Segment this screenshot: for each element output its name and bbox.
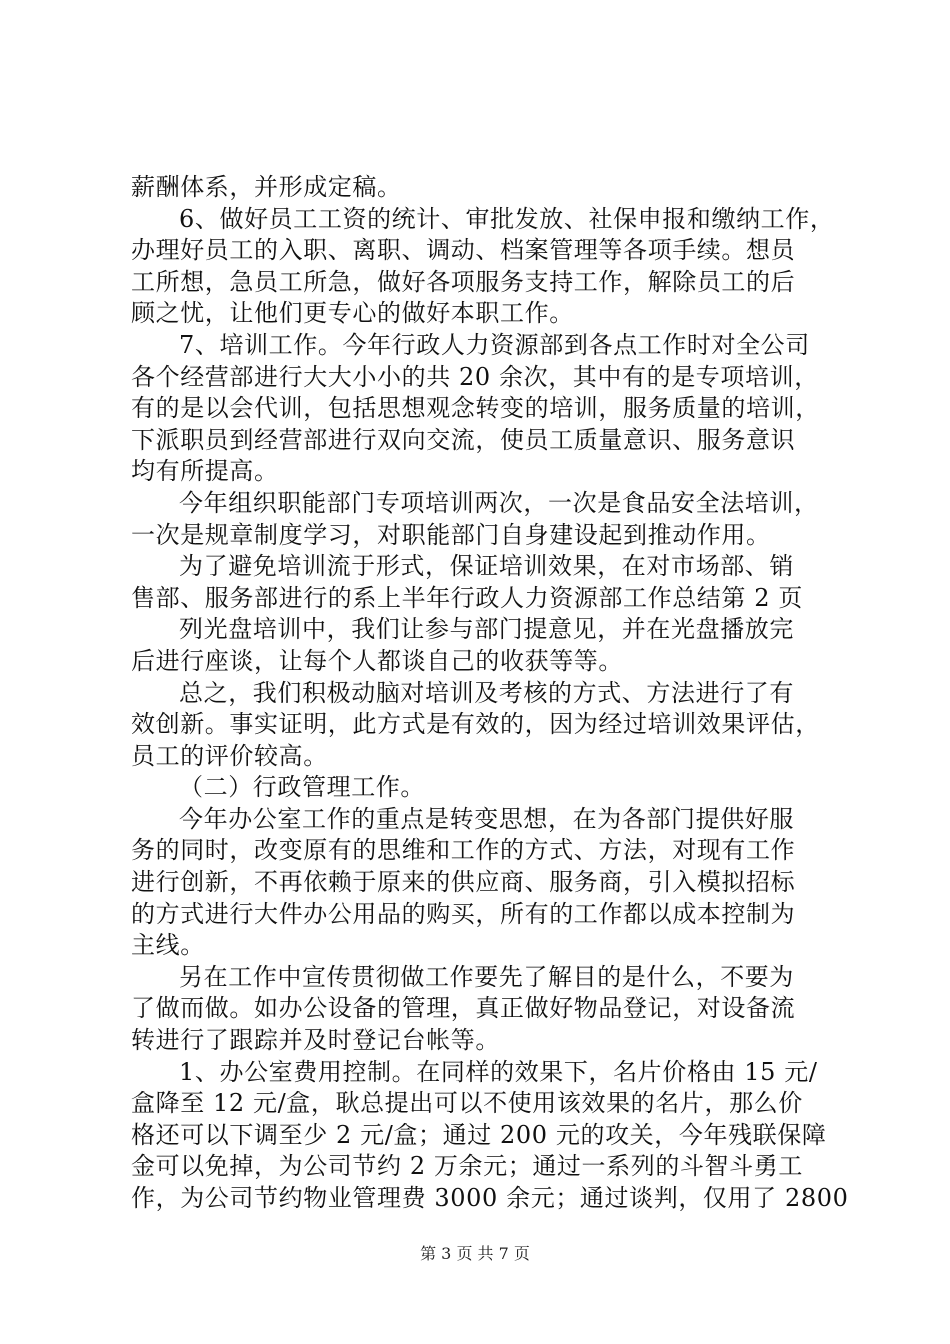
text-line: 办理好员工的入职、离职、调动、档案管理等各项手续。想员 [131, 236, 796, 265]
text-line: 另在工作中宣传贯彻做工作要先了解目的是什么，不要为 [179, 962, 794, 991]
section-heading: （二）行政管理工作。 [179, 773, 425, 802]
text-line: 顾之忧，让他们更专心的做好本职工作。 [131, 299, 574, 328]
text-line: 有的是以会代训，包括思想观念转变的培训，服务质量的培训， [131, 394, 820, 423]
text-line: 员工的评价较高。 [131, 741, 328, 770]
text-line: 作，为公司节约物业管理费 3000 余元；通过谈判，仅用了 2800 [131, 1184, 849, 1212]
text-line: 转进行了跟踪并及时登记台帐等。 [131, 1026, 500, 1055]
text-line: 6、做好员工工资的统计、审批发放、社保申报和缴纳工作， [179, 204, 835, 233]
text-line: 工所想，急员工所急，做好各项服务支持工作，解除员工的后 [131, 267, 796, 296]
text-line: 格还可以下调至少 2 元/盒；通过 200 元的攻关，今年残联保障 [131, 1120, 827, 1149]
body-text [131, 172, 849, 1215]
text-line: 的方式进行大件办公用品的购买，所有的工作都以成本控制为 [131, 899, 796, 928]
text-line: 一次是规章制度学习，对职能部门自身建设起到推动作用。 [131, 520, 771, 549]
text-line: 各个经营部进行大大小小的共 20 余次，其中有的是专项培训， [131, 362, 819, 391]
text-line: 后进行座谈，让每个人都谈自己的收获等等。 [131, 646, 623, 675]
text-line: 进行创新，不再依赖于原来的供应商、服务商，引入模拟招标 [131, 868, 796, 897]
text-line: 效创新。事实证明，此方式是有效的，因为经过培训效果评估， [131, 710, 820, 739]
text-line: 列光盘培训中，我们让参与部门提意见，并在光盘播放完 [179, 615, 794, 644]
text-line: 主线。 [131, 931, 205, 960]
text-line: 薪酬体系，并形成定稿。 [131, 173, 402, 201]
page-footer: 第 3 页 共 7 页 [420, 1244, 530, 1263]
text-line: 今年组织职能部门专项培训两次，一次是食品安全法培训， [179, 488, 819, 517]
text-line: 了做而做。如办公设备的管理，真正做好物品登记，对设备流 [131, 994, 796, 1023]
text-line: 均有所提高。 [131, 457, 279, 486]
text-line: 1、办公室费用控制。在同样的效果下，名片价格由 15 元/ [179, 1057, 818, 1086]
text-line: 总之，我们积极动脑对培训及考核的方式、方法进行了有 [179, 678, 794, 707]
text-line: 为了避免培训流于形式，保证培训效果，在对市场部、销 [179, 552, 794, 581]
text-line: 7、培训工作。今年行政人力资源部到各点工作时对全公司 [179, 330, 810, 359]
text-line: 售部、服务部进行的系上半年行政人力资源部工作总结第 2 页 [131, 583, 803, 612]
text-line: 今年办公室工作的重点是转变思想，在为各部门提供好服 [179, 804, 794, 833]
text-line: 盒降至 12 元/盒，耿总提出可以不使用该效果的名片，那么价 [131, 1089, 803, 1118]
text-line: 下派职员到经营部进行双向交流，使员工质量意识、服务意识 [131, 425, 796, 454]
text-line: 金可以免掉，为公司节约 2 万余元；通过一系列的斗智斗勇工 [131, 1152, 803, 1181]
text-line: 务的同时，改变原有的思维和工作的方式、方法，对现有工作 [131, 836, 796, 865]
